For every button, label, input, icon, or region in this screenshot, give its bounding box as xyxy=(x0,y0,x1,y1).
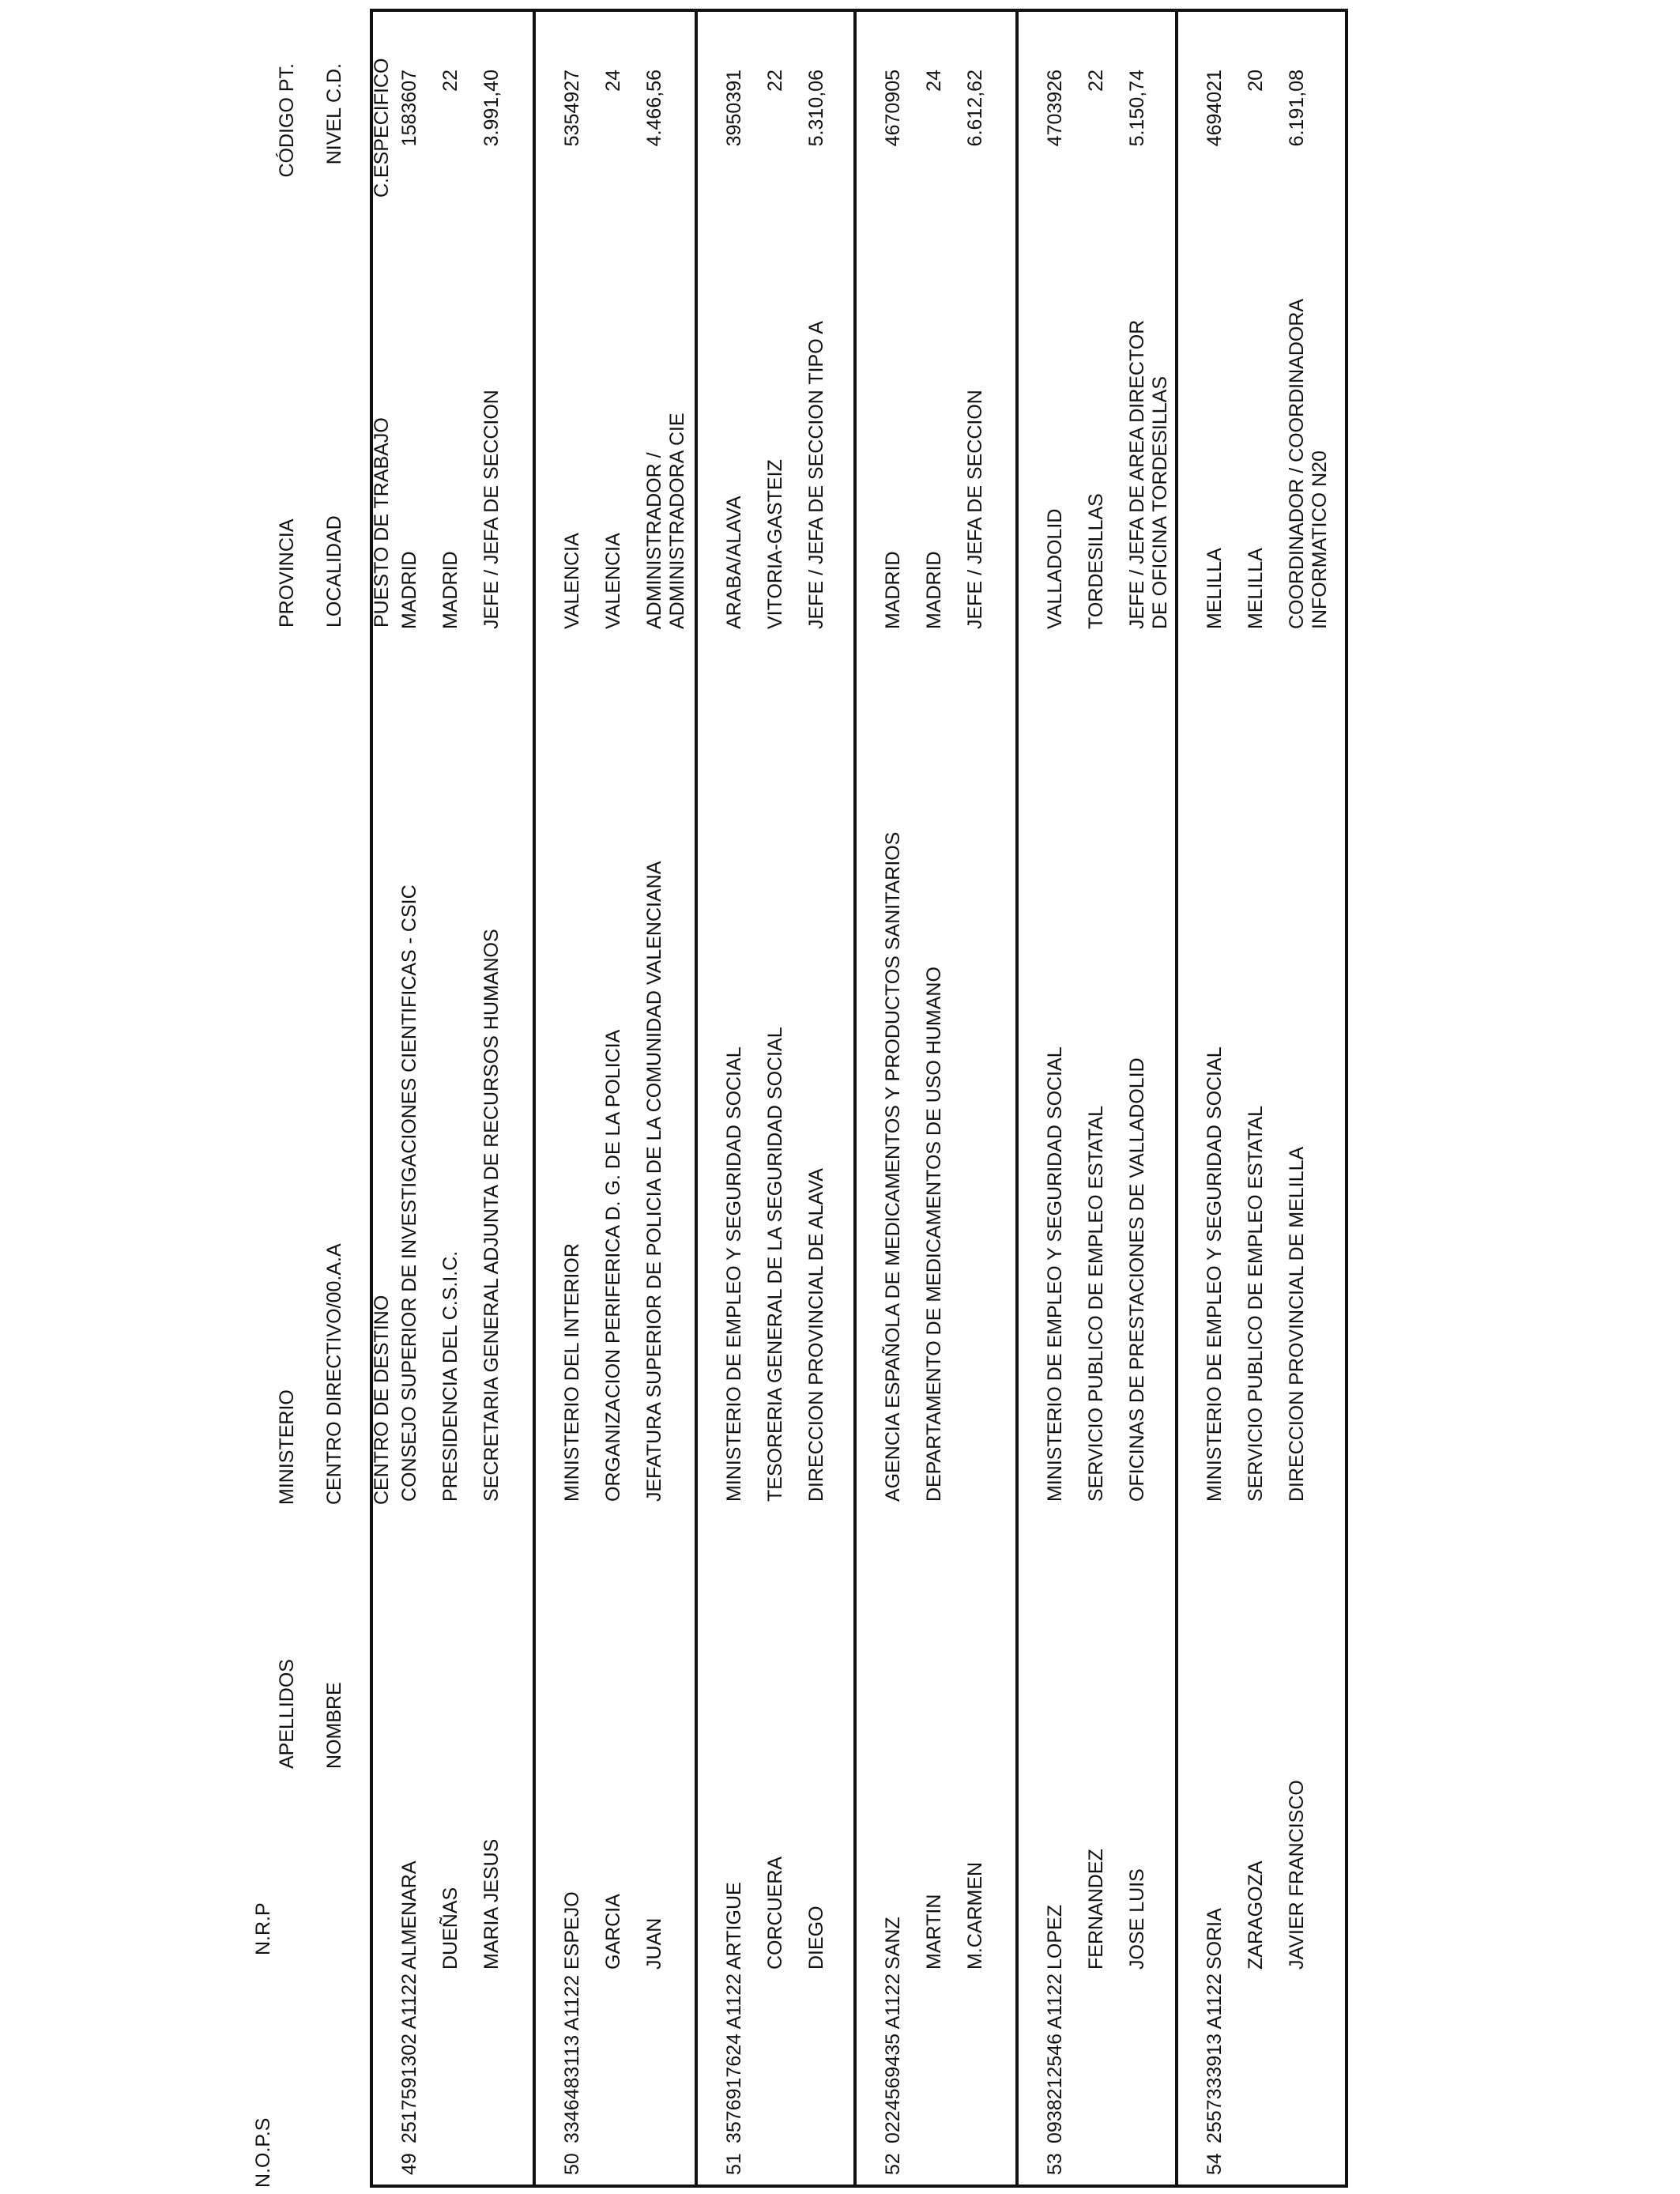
nivel-cell: 22 xyxy=(439,70,461,92)
apellido2-cell: FERNANDEZ xyxy=(1085,1849,1107,1970)
centro-destino-cell: OFICINAS DE PRESTACIONES DE VALLADOLID xyxy=(1126,1057,1148,1502)
row-separator xyxy=(853,12,857,2185)
provincia-cell: ARABA/ALAVA xyxy=(723,496,745,629)
ministerio-cell: MINISTERIO DE EMPLEO Y SEGURIDAD SOCIAL xyxy=(1044,1046,1066,1502)
codigo-cell: 5354927 xyxy=(561,70,583,147)
provincia-cell: VALENCIA xyxy=(561,533,583,629)
header-centro-directivo-line: CENTRO DIRECTIVO/00.A.A xyxy=(323,1243,345,1505)
apellido1-cell: LOPEZ xyxy=(1044,1905,1066,1970)
header-especifico-line: C.ESPECÍFICO xyxy=(371,58,393,198)
nrp-cell: 3576917624 A1122 xyxy=(723,1973,745,2143)
apellido2-cell: DUEÑAS xyxy=(439,1887,461,1970)
puesto-line: INFORMATICO N20 xyxy=(1309,450,1331,629)
nivel-cell: 22 xyxy=(764,70,786,92)
header-codigo-line: CÓDIGO PT. xyxy=(276,63,298,178)
apellido2-cell: ZARAGOZA xyxy=(1245,1860,1267,1970)
ministerio-cell: MINISTERIO DE EMPLEO Y SEGURIDAD SOCIAL xyxy=(723,1046,745,1502)
centro-directivo-cell: SERVICIO PUBLICO DE EMPLEO ESTATAL xyxy=(1245,1105,1267,1502)
puesto-cell xyxy=(480,390,503,629)
puesto-line: ADMINISTRADOR / xyxy=(643,452,665,629)
ministerio-cell: MINISTERIO DEL INTERIOR xyxy=(561,1243,583,1502)
provincia-cell: VALLADOLID xyxy=(1044,508,1066,629)
header-puesto-line: PUESTO DE TRABAJO xyxy=(371,417,393,628)
nivel-cell: 20 xyxy=(1245,70,1267,92)
puesto-cell xyxy=(964,390,987,629)
nombre-cell: JOSE LUIS xyxy=(1126,1868,1148,1970)
localidad-cell: VALENCIA xyxy=(602,533,624,629)
puesto-cell xyxy=(643,413,689,629)
header-centro-destino-line: CENTRO DE DESTINO xyxy=(371,1295,393,1505)
especifico-cell: 5.310,06 xyxy=(805,70,827,147)
codigo-cell: 4703926 xyxy=(1044,70,1066,147)
especifico-cell: 4.466,56 xyxy=(643,70,665,147)
puesto-cell xyxy=(1126,320,1172,629)
puesto-line: COORDINADOR / COORDINADORA xyxy=(1286,298,1308,629)
puesto-line: ADMINISTRADORA CIE xyxy=(666,413,688,629)
centro-destino-cell: SECRETARIA GENERAL ADJUNTA DE RECURSOS HUMANOS xyxy=(480,929,503,1502)
provincia-cell: MADRID xyxy=(398,551,420,629)
header-apellidos xyxy=(251,1659,370,1769)
apellido2-cell: CORCUERA xyxy=(764,1856,786,1970)
header-provincia-line: PROVINCIA xyxy=(276,518,298,628)
codigo-cell: 4694021 xyxy=(1203,70,1226,147)
header-apellidos-line: APELLIDOS xyxy=(276,1659,298,1769)
localidad-cell: TORDESILLAS xyxy=(1085,493,1107,629)
nivel-cell: 24 xyxy=(923,70,945,92)
apellido1-cell: ARTIGUE xyxy=(723,1882,745,1970)
centro-destino-cell: JEFATURA SUPERIOR DE POLICIA DE LA COMUNIDAD VALENCIANA xyxy=(643,861,665,1502)
localidad-cell: MELILLA xyxy=(1245,548,1267,629)
centro-destino-cell: DIRECCION PROVINCIAL DE ALAVA xyxy=(805,1168,827,1502)
centro-destino-cell: DIRECCION PROVINCIAL DE MELILLA xyxy=(1286,1146,1308,1502)
row-separator xyxy=(695,12,698,2185)
nombre-cell: JUAN xyxy=(643,1917,665,1970)
especifico-cell: 6.612,62 xyxy=(964,70,986,147)
codigo-cell: 4670905 xyxy=(882,70,904,147)
nombre-cell: DIEGO xyxy=(805,1906,827,1970)
nrp-cell: 2517591302 A1122 xyxy=(398,1973,420,2143)
ministerio-cell: CONSEJO SUPERIOR DE INVESTIGACIONES CIENTIFICAS - CSIC xyxy=(398,884,420,1502)
apellido2-cell: GARCIA xyxy=(602,1894,624,1970)
centro-directivo-cell: TESORERIA GENERAL DE LA SEGURIDAD SOCIAL xyxy=(764,1027,786,1502)
especifico-cell: 3.991,40 xyxy=(480,70,503,147)
nrp-cell: 0938212546 A1122 xyxy=(1044,1973,1066,2143)
nops-cell: 53 xyxy=(1044,2153,1066,2175)
ministerio-cell: AGENCIA ESPAÑOLA DE MEDICAMENTOS Y PRODUCTOS SANITARIOS xyxy=(882,831,904,1502)
especifico-cell: 5.150,74 xyxy=(1126,70,1148,147)
nops-cell: 54 xyxy=(1203,2153,1226,2175)
row-separator xyxy=(1175,12,1178,2185)
nombre-cell: JAVIER FRANCISCO xyxy=(1286,1780,1308,1970)
nops-cell: 49 xyxy=(398,2153,420,2175)
puesto-cell xyxy=(1286,299,1332,629)
row-separator xyxy=(1015,12,1019,2185)
provincia-cell: MELILLA xyxy=(1203,548,1226,629)
puesto-line: JEFE / JEFA DE AREA DIRECTOR xyxy=(1126,319,1148,629)
apellido2-cell: MARTIN xyxy=(923,1894,945,1970)
nombre-cell: MARIA JESUS xyxy=(480,1838,503,1970)
header-localidad-line: LOCALIDAD xyxy=(323,515,345,628)
puesto-line: JEFE / JEFA DE SECCION TIPO A xyxy=(805,321,827,629)
centro-directivo-cell: ORGANIZACION PERIFERICA D. G. DE LA POLICIA xyxy=(602,1029,624,1502)
ministerio-cell: MINISTERIO DE EMPLEO Y SEGURIDAD SOCIAL xyxy=(1203,1046,1226,1502)
nops-cell: 51 xyxy=(723,2153,745,2175)
localidad-cell: VITORIA-GASTEIZ xyxy=(764,459,786,629)
codigo-cell: 3950391 xyxy=(723,70,745,147)
header-nrp: N.R.P xyxy=(252,1902,274,1955)
puesto-line: JEFE / JEFA DE SECCION xyxy=(480,390,503,629)
centro-directivo-cell: DEPARTAMENTO DE MEDICAMENTOS DE USO HUMANO xyxy=(923,967,945,1502)
nivel-cell: 24 xyxy=(602,70,624,92)
apellido1-cell: ALMENARA xyxy=(398,1860,420,1970)
localidad-cell: MADRID xyxy=(923,551,945,629)
especifico-cell: 6.191,08 xyxy=(1286,70,1308,147)
apellido1-cell: ESPEJO xyxy=(561,1891,583,1970)
codigo-cell: 1583607 xyxy=(398,70,420,147)
puesto-line: DE OFICINA TORDESILLAS xyxy=(1149,375,1171,629)
nops-cell: 52 xyxy=(882,2153,904,2175)
nrp-cell: 2557333913 A1122 xyxy=(1203,1973,1226,2143)
nrp-cell: 0224569435 A1122 xyxy=(882,1973,904,2143)
provincia-cell: MADRID xyxy=(882,551,904,629)
header-nombre-line: NOMBRE xyxy=(323,1682,345,1769)
nops-cell: 50 xyxy=(561,2153,583,2175)
header-nops: N.O.P.S xyxy=(252,2117,274,2188)
records-table xyxy=(370,9,1348,2188)
header-nivel-line: NIVEL C.D. xyxy=(323,63,345,165)
puesto-line: JEFE / JEFA DE SECCION xyxy=(964,390,986,629)
header-ministerio-line: MINISTERIO xyxy=(276,1389,298,1505)
row-separator xyxy=(533,12,536,2185)
localidad-cell: MADRID xyxy=(439,551,461,629)
puesto-cell xyxy=(805,321,828,629)
centro-directivo-cell: PRESIDENCIA DEL C.S.I.C. xyxy=(439,1250,461,1502)
nombre-cell: M.CARMEN xyxy=(964,1861,986,1970)
apellido1-cell: SORIA xyxy=(1203,1908,1226,1970)
nrp-cell: 3346483113 A1122 xyxy=(561,1974,583,2143)
apellido1-cell: SANZ xyxy=(882,1917,904,1970)
centro-directivo-cell: SERVICIO PUBLICO DE EMPLEO ESTATAL xyxy=(1085,1105,1107,1502)
nivel-cell: 22 xyxy=(1085,70,1107,92)
